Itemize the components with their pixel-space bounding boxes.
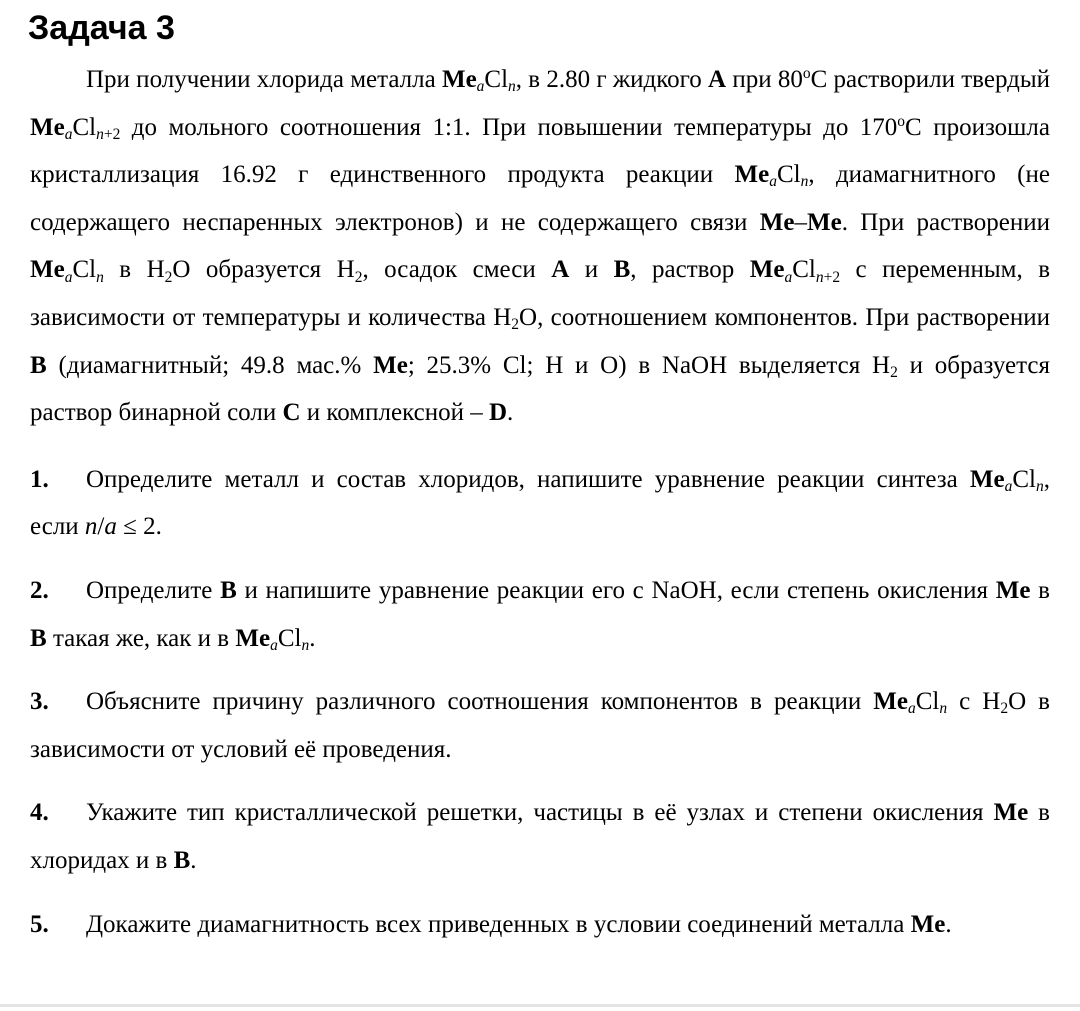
question-number: 3. xyxy=(30,688,49,716)
question-item-2 xyxy=(30,567,1050,662)
question-item-5 xyxy=(30,901,1050,949)
question-item-3 xyxy=(30,678,1050,773)
question-number: 4. xyxy=(30,799,49,827)
page-title: Задача 3 xyxy=(28,9,175,47)
question-item-1 xyxy=(30,456,1050,551)
question-item-4 xyxy=(30,789,1050,884)
question-number: 2. xyxy=(30,576,49,604)
question-text: Определите металл и состав хлоридов, напишите уравнение реакции синтеза $Me_aCl_n$, если n/a ≤ 2. xyxy=(30,465,1050,541)
question-text: Определите В и напишите уравнение реакции его с NaOH, если степень окисления Me в В такая же, как и в $Me_aCl_n$. xyxy=(30,576,1050,654)
problem-statement: При получении хлорида металла $Me_aCl_n$, в 2.80 г жидкого А при 80$^o$С растворили твердый $Me_aCl_{n+2}$ до мольного соотношения 1:1. При повышении температуры до 170$^o$С произошла кристаллизация 16.92 г единственного продукта реакции $Me_aCl_n$, диамагнитного (не содержащего неспаренных электронов) и не содержащего связи Me–Me. При растворении $Me_aCl_n$ в $H_2O$ образуется $H_2$, осадок смеси А и В, раствор $Me_aCl_{n+2}$ с переменным, в зависимости от температуры и количества $H_2O$, соотношением компонентов. При растворении В (диамагнитный; 49.8 мас.% Me; 25.3% Cl; H и O) в NaOH выделяется $H_2$ и образуется раствор бинарной соли C и комплексной – D. xyxy=(30,65,1051,427)
question-text: Укажите тип кристаллической решетки, частицы в её узлах и степени окисления Me в хлоридах и в В. xyxy=(30,799,1050,874)
question-number: 5. xyxy=(30,910,49,938)
question-number: 1. xyxy=(30,465,49,493)
question-text: Докажите диамагнитность всех приведенных в условии соединений металла Me. xyxy=(86,910,952,938)
questions-list xyxy=(30,456,1050,948)
page-bottom-separator xyxy=(0,1004,1080,1007)
question-text: Объясните причину различного соотношения компонентов в реакции $Me_aCl_n$ с $H_2O$ в зависимости от условий её проведения. xyxy=(30,688,1050,763)
